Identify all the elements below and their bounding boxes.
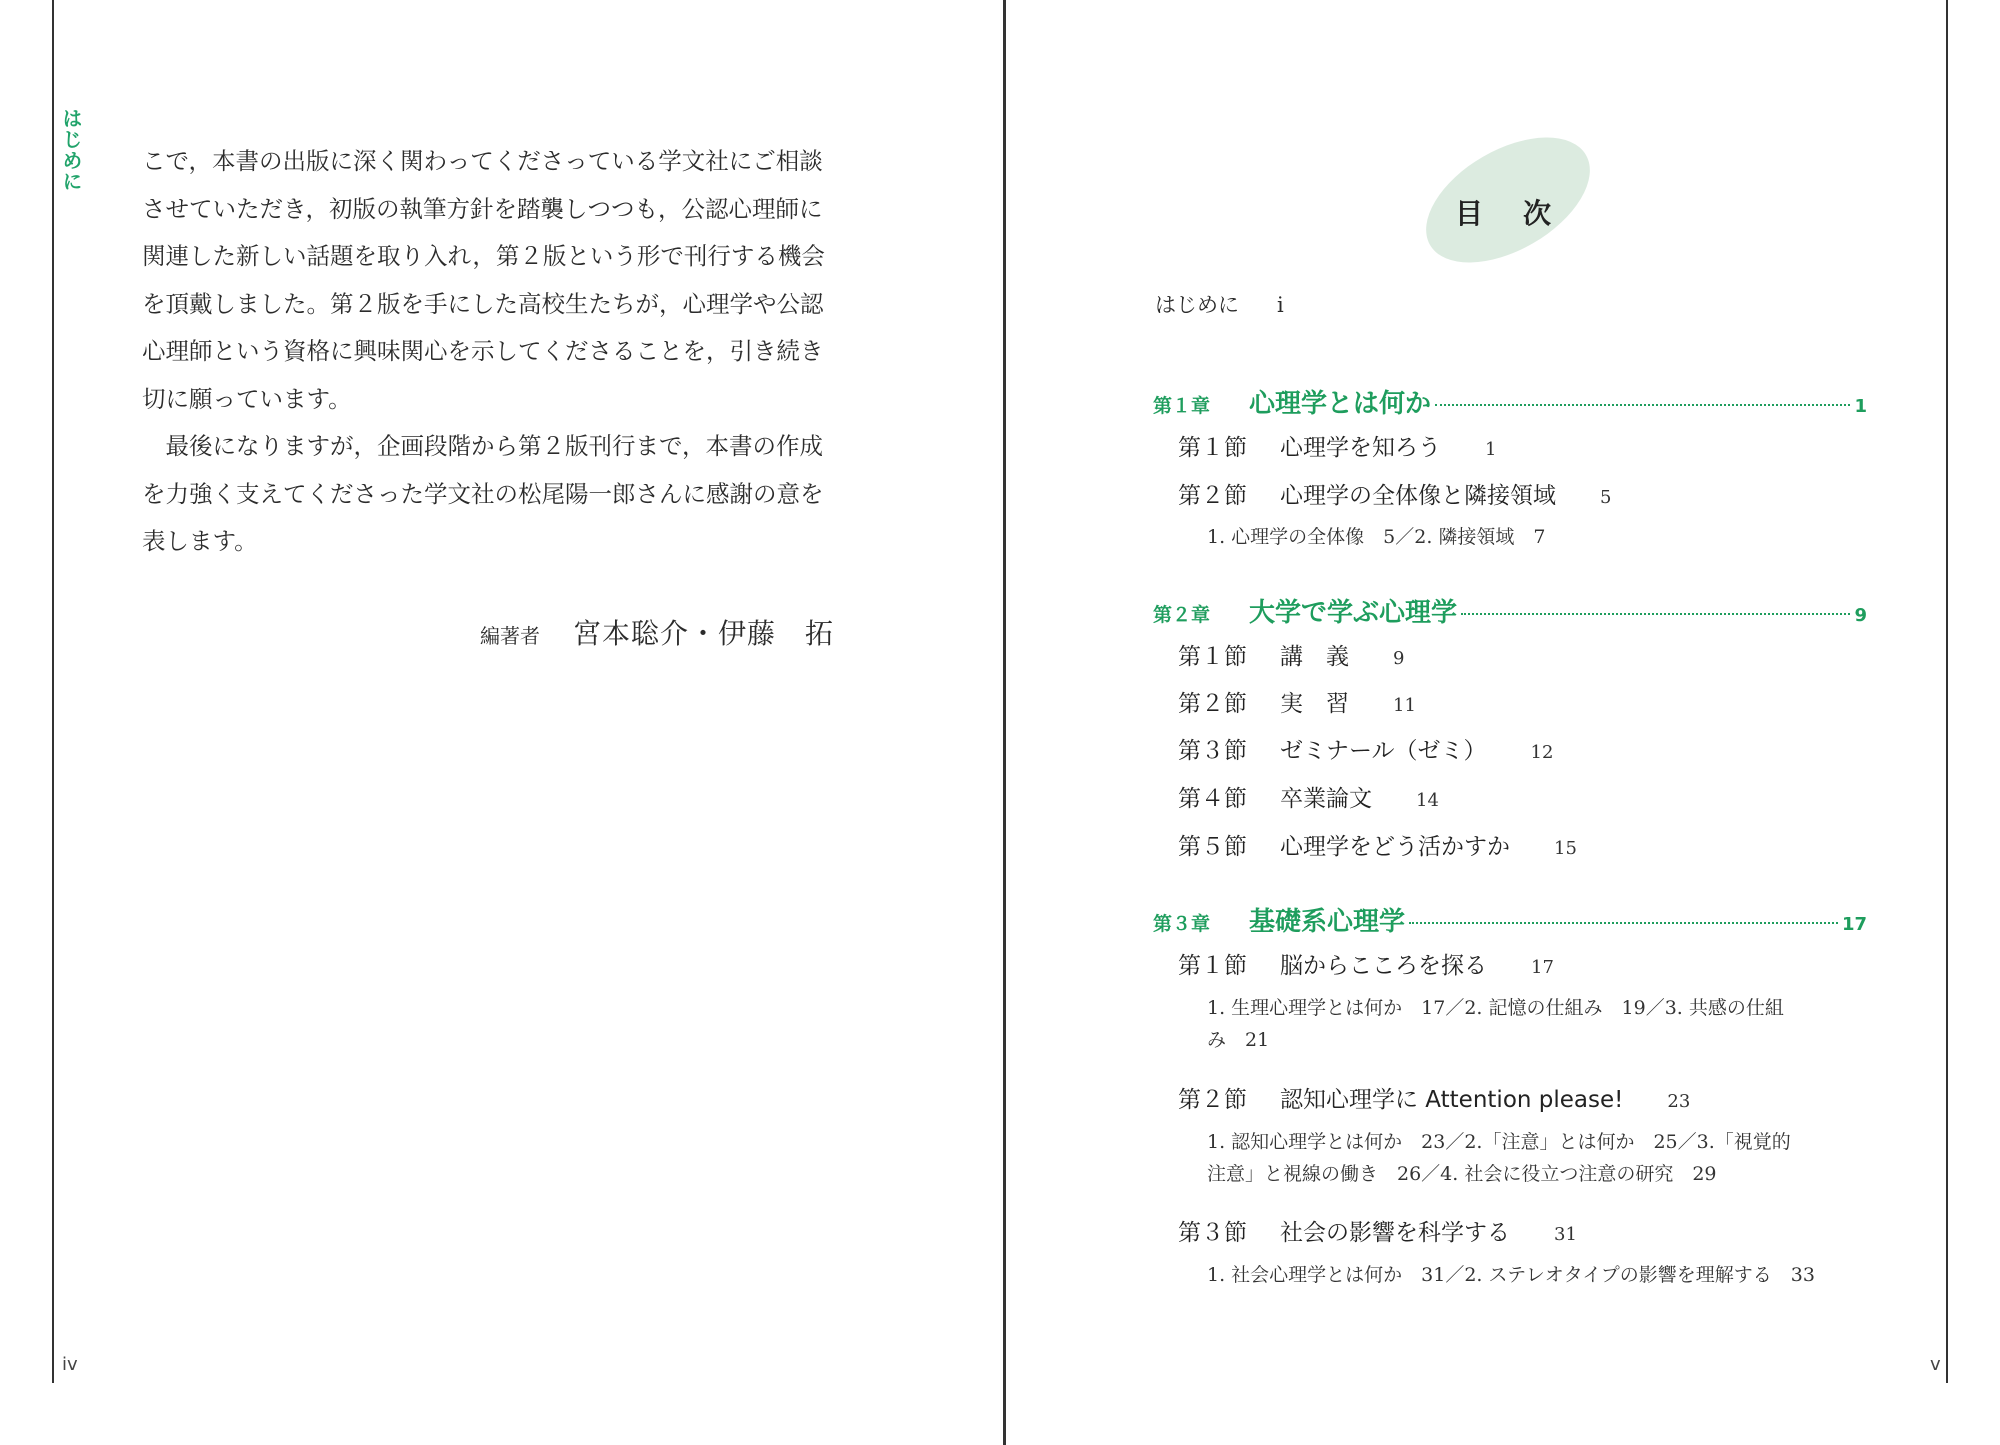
- toc-section[interactable]: [1178, 780, 1439, 813]
- toc-intro-entry[interactable]: [1155, 289, 1284, 319]
- toc-section[interactable]: [1178, 828, 1577, 861]
- toc-subsections: [1207, 521, 1867, 553]
- section-title: ゼミナール（ゼミ）: [1280, 738, 1487, 764]
- right-page-edge: [1946, 0, 1948, 1383]
- subsection-line: 1. 心理学の全体像 5／2. 隣接領域 7: [1207, 526, 1546, 548]
- section-page: 1: [1485, 439, 1497, 460]
- leader-dots: [1435, 404, 1850, 406]
- toc-intro-label: はじめに: [1155, 293, 1239, 317]
- signature-role: 編著者: [480, 624, 540, 648]
- section-title: 講 義: [1280, 644, 1349, 670]
- section-number: 第２節: [1178, 691, 1247, 717]
- left-page-edge: [52, 0, 54, 1383]
- body-line: させていただき，初版の執筆方針を踏襲しつつも，公認心理師に: [142, 194, 823, 223]
- section-title: 脳からこころを探る: [1280, 953, 1487, 979]
- body-line: 切に願っています。: [142, 384, 352, 413]
- toc-section[interactable]: [1178, 732, 1553, 765]
- section-number: 第１節: [1178, 953, 1247, 979]
- chapter-number: 第３章: [1153, 913, 1211, 935]
- body-line: こで，本書の出版に深く関わってくださっている学文社にご相談: [142, 147, 823, 175]
- subsection-line: 1. 社会心理学とは何か 31／2. ステレオタイプの影響を理解する 33: [1207, 1264, 1815, 1286]
- section-page: 12: [1530, 742, 1554, 763]
- section-page: 11: [1393, 695, 1416, 716]
- toc-section[interactable]: [1178, 1081, 1690, 1114]
- toc-intro-page: i: [1277, 293, 1284, 317]
- section-title: 心理学を知ろう: [1280, 435, 1441, 461]
- chapter-number: 第１章: [1153, 395, 1211, 417]
- body-line: を力強く支えてくださった学文社の松尾陽一郎さんに感謝の意を: [142, 479, 824, 508]
- section-number: 第１節: [1178, 435, 1247, 461]
- toc-chapter-3[interactable]: [1153, 901, 1867, 938]
- section-title: 心理学をどう活かすか: [1280, 834, 1510, 860]
- section-number: 第３節: [1178, 738, 1247, 764]
- subsection-line: 1. 生理心理学とは何か 17／2. 記憶の仕組み 19／3. 共感の仕組: [1207, 997, 1784, 1019]
- chapter-page: 17: [1841, 914, 1867, 935]
- subsection-line: 注意」と視線の働き 26／4. 社会に役立つ注意の研究 29: [1207, 1163, 1717, 1185]
- section-title: 社会の影響を科学する: [1280, 1220, 1510, 1246]
- body-line: 表します。: [142, 527, 258, 555]
- section-title: 認知心理学に Attention please!: [1280, 1087, 1624, 1113]
- toc-chapter-2[interactable]: [1153, 592, 1867, 629]
- section-number: 第１節: [1178, 644, 1247, 670]
- toc-subsections: [1207, 1126, 1867, 1190]
- toc-section[interactable]: [1178, 1214, 1577, 1247]
- chapter-page: 1: [1854, 396, 1867, 417]
- signature-names: 宮本聡介・伊藤 拓: [573, 617, 835, 650]
- spine: [1003, 0, 1006, 1445]
- toc-section[interactable]: [1178, 638, 1404, 671]
- toc-section[interactable]: [1178, 947, 1554, 980]
- toc-chapter-1[interactable]: [1153, 383, 1867, 420]
- section-page: 15: [1554, 838, 1577, 859]
- section-title: 心理学の全体像と隣接領域: [1280, 483, 1556, 509]
- section-page: 5: [1600, 487, 1612, 508]
- body-line: 最後になりますが，企画段階から第２版刊行まで，本書の作成: [142, 432, 824, 460]
- toc-subsections: [1207, 992, 1867, 1056]
- chapter-title: 基礎系心理学: [1249, 907, 1406, 937]
- subsection-line: 1. 認知心理学とは何か 23／2.「注意」とは何か 25／3.「視覚的: [1207, 1131, 1791, 1153]
- section-side-title: はじめに: [59, 108, 83, 192]
- section-page: 31: [1554, 1224, 1577, 1245]
- leader-dots: [1409, 922, 1838, 924]
- section-page: 23: [1667, 1091, 1691, 1112]
- toc-section[interactable]: [1178, 685, 1416, 718]
- body-line: 心理師という資格に興味関心を示してくださることを，引き続き: [142, 337, 824, 365]
- section-page: 9: [1393, 648, 1405, 669]
- chapter-title: 心理学とは何か: [1249, 389, 1432, 419]
- toc-subsections: [1207, 1259, 1867, 1291]
- section-page: 14: [1416, 790, 1439, 811]
- section-number: 第５節: [1178, 834, 1247, 860]
- chapter-number: 第２章: [1153, 604, 1211, 626]
- section-number: 第２節: [1178, 483, 1247, 509]
- body-line: 関連した新しい話題を取り入れ，第２版という形で刊行する機会: [142, 242, 825, 270]
- chapter-title: 大学で学ぶ心理学: [1249, 598, 1458, 628]
- toc-section[interactable]: [1178, 477, 1611, 510]
- section-page: 17: [1531, 957, 1554, 978]
- section-number: 第４節: [1178, 786, 1247, 812]
- body-line: を頂戴しました。第２版を手にした高校生たちが，心理学や公認: [142, 289, 824, 318]
- left-page-number: iv: [62, 1354, 78, 1375]
- chapter-page: 9: [1854, 605, 1867, 626]
- right-page-number: v: [1930, 1354, 1941, 1375]
- toc-title: 目次: [1455, 197, 1592, 230]
- subsection-line: み 21: [1207, 1029, 1270, 1051]
- toc-section[interactable]: [1178, 429, 1496, 462]
- section-title: 実 習: [1280, 691, 1349, 717]
- leader-dots: [1461, 613, 1850, 615]
- section-title: 卒業論文: [1280, 786, 1372, 812]
- section-number: 第２節: [1178, 1087, 1247, 1113]
- section-number: 第３節: [1178, 1220, 1247, 1246]
- preface-body: [142, 138, 862, 566]
